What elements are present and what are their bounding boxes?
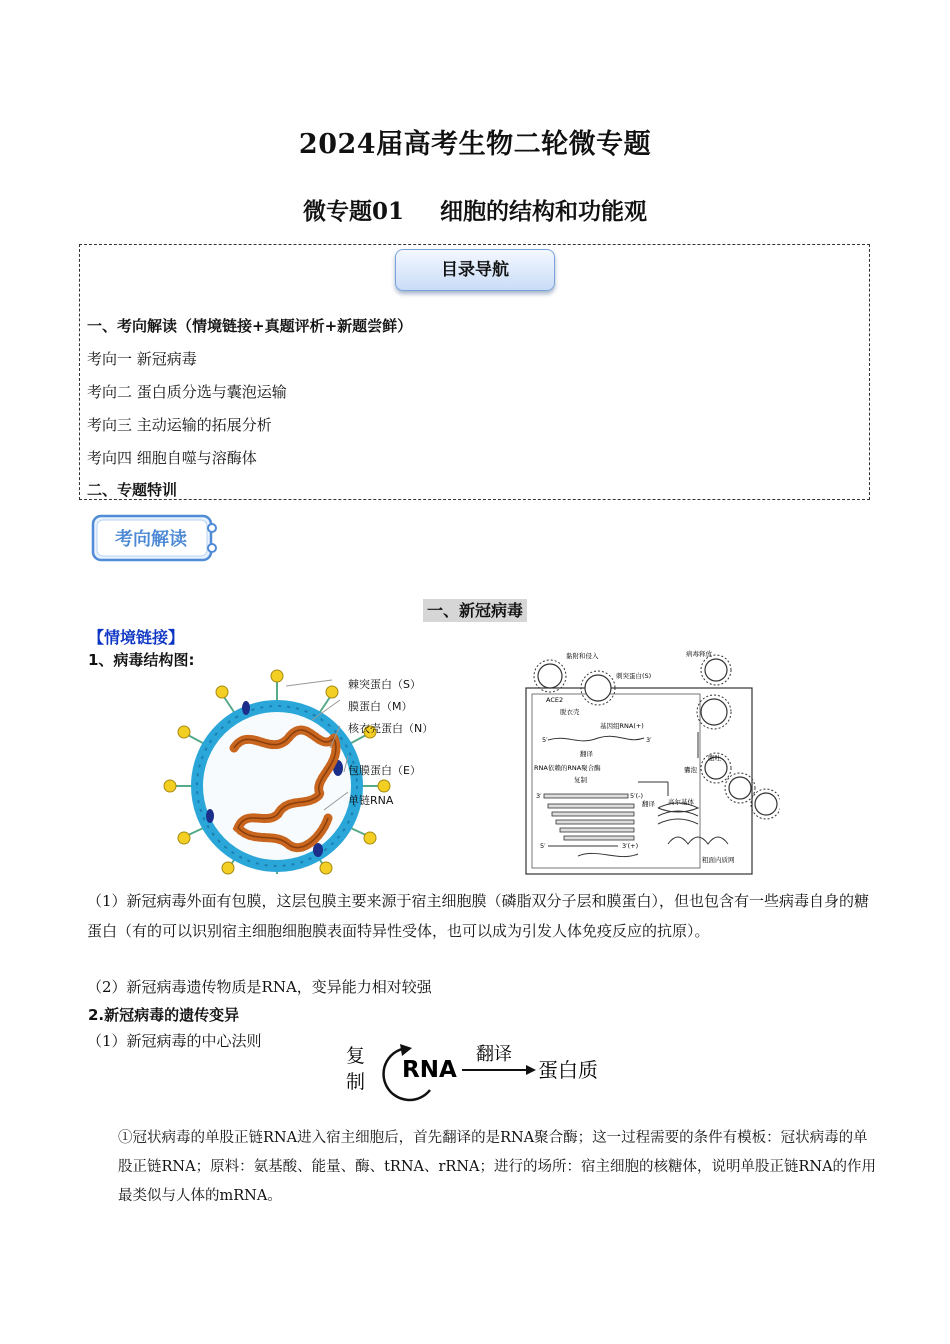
label-spike: 棘突蛋白（S）	[348, 678, 421, 691]
svg-text:高尔基体: 高尔基体	[668, 798, 694, 806]
label-rna: 单链RNA	[348, 794, 394, 807]
virus-labels	[348, 674, 433, 812]
heading-genetic-variation: 2.新冠病毒的遗传变异	[88, 1006, 240, 1024]
figure-caption: 1、病毒结构图:	[88, 651, 195, 669]
paragraph-translation: ①冠状病毒的单股正链RNA进入宿主细胞后，首先翻译的是RNA聚合酶；这一过程需要的条件有模板：冠状病毒的单股正链RNA；原料：氨基酸、能量、酶、tRNA、rRNA；进行的场所：宿主细胞的核糖体，说明单股正链RNA的作用最类似与人体的mRNA。	[118, 1130, 877, 1204]
paragraph-genetic-material: （2）新冠病毒遗传物质是RNA，变异能力相对较强	[87, 978, 432, 996]
svg-text:脱衣壳: 脱衣壳	[560, 708, 580, 716]
paragraph-envelope: （1）新冠病毒外面有包膜，这层包膜主要来源于宿主细胞膜（磷脂双分子层和膜蛋白），但也包含有一些病毒自身的糖蛋白（有的可以识别宿主细胞细胞膜表面特异性受体，也可以成为引发人体免疫反应的抗原）。	[87, 892, 870, 940]
svg-text:3′: 3′	[536, 792, 542, 800]
toc-item-2[interactable]: 考向二 蛋白质分选与囊泡运输	[87, 383, 287, 401]
label-membrane-protein: 膜蛋白（M）	[348, 700, 413, 713]
svg-text:粗面内质网: 粗面内质网	[702, 856, 735, 864]
svg-text:3′(+): 3′(+)	[622, 842, 639, 850]
svg-text:胞吐: 胞吐	[708, 754, 721, 762]
svg-text:RNA依赖的RNA聚合酶: RNA依赖的RNA聚合酶	[534, 764, 601, 772]
svg-text:3′: 3′	[646, 736, 652, 744]
subtitle-number: 微专题01	[302, 198, 404, 225]
svg-text:翻译: 翻译	[580, 750, 593, 758]
label-envelope: 包膜蛋白（E）	[348, 764, 421, 777]
svg-text:囊泡: 囊泡	[684, 766, 697, 774]
subtitle-topic: 细胞的结构和功能观	[440, 198, 647, 225]
svg-text:5′: 5′	[542, 736, 548, 744]
replicate-bottom-label: 制	[346, 1071, 366, 1093]
badge-label: 考向解读	[115, 529, 187, 550]
svg-text:黏附和侵入: 黏附和侵入	[566, 652, 599, 660]
section-title: 一、新冠病毒	[0, 598, 950, 621]
document-title: 2024届高考生物二轮微专题	[298, 129, 652, 160]
svg-text:病毒释放: 病毒释放	[686, 650, 712, 658]
document-subtitle	[0, 193, 950, 226]
virions	[538, 659, 777, 815]
toc-item-3[interactable]: 考向三 主动运输的拓展分析	[87, 416, 272, 434]
rna-label: RNA	[402, 1057, 457, 1083]
context-label: 【情境链接】	[88, 628, 185, 647]
central-dogma-label: （1）新冠病毒的中心法则	[87, 1032, 262, 1050]
replicate-top-label: 复	[346, 1045, 366, 1067]
svg-text:5′(-): 5′(-)	[630, 792, 644, 800]
svg-text:基因组RNA(+): 基因组RNA(+)	[600, 722, 644, 730]
label-nucleocapsid: 核衣壳蛋白（N）	[348, 722, 434, 735]
svg-text:刺突蛋白(S): 刺突蛋白(S)	[616, 672, 652, 680]
section-badge	[91, 514, 219, 562]
svg-text:复制: 复制	[574, 776, 587, 784]
svg-text:5′: 5′	[540, 842, 546, 850]
protein-label: 蛋白质	[538, 1058, 598, 1082]
translate-label: 翻译	[476, 1044, 512, 1065]
replication-cycle-figure	[518, 648, 780, 880]
toc-item-1[interactable]: 考向一 新冠病毒	[87, 350, 197, 368]
central-dogma-diagram	[338, 1036, 618, 1102]
toc-item-4[interactable]: 考向四 细胞自噬与溶酶体	[87, 449, 257, 467]
toc-section-2[interactable]: 二、专题特训	[87, 481, 178, 499]
svg-text:翻译: 翻译	[642, 800, 655, 808]
toc-section-1[interactable]: 一、考向解读（情境链接+真题评析+新题尝鲜）	[87, 317, 413, 335]
toc-nav-button[interactable]: 目录导航	[395, 249, 555, 291]
svg-text:ACE2: ACE2	[546, 696, 564, 704]
